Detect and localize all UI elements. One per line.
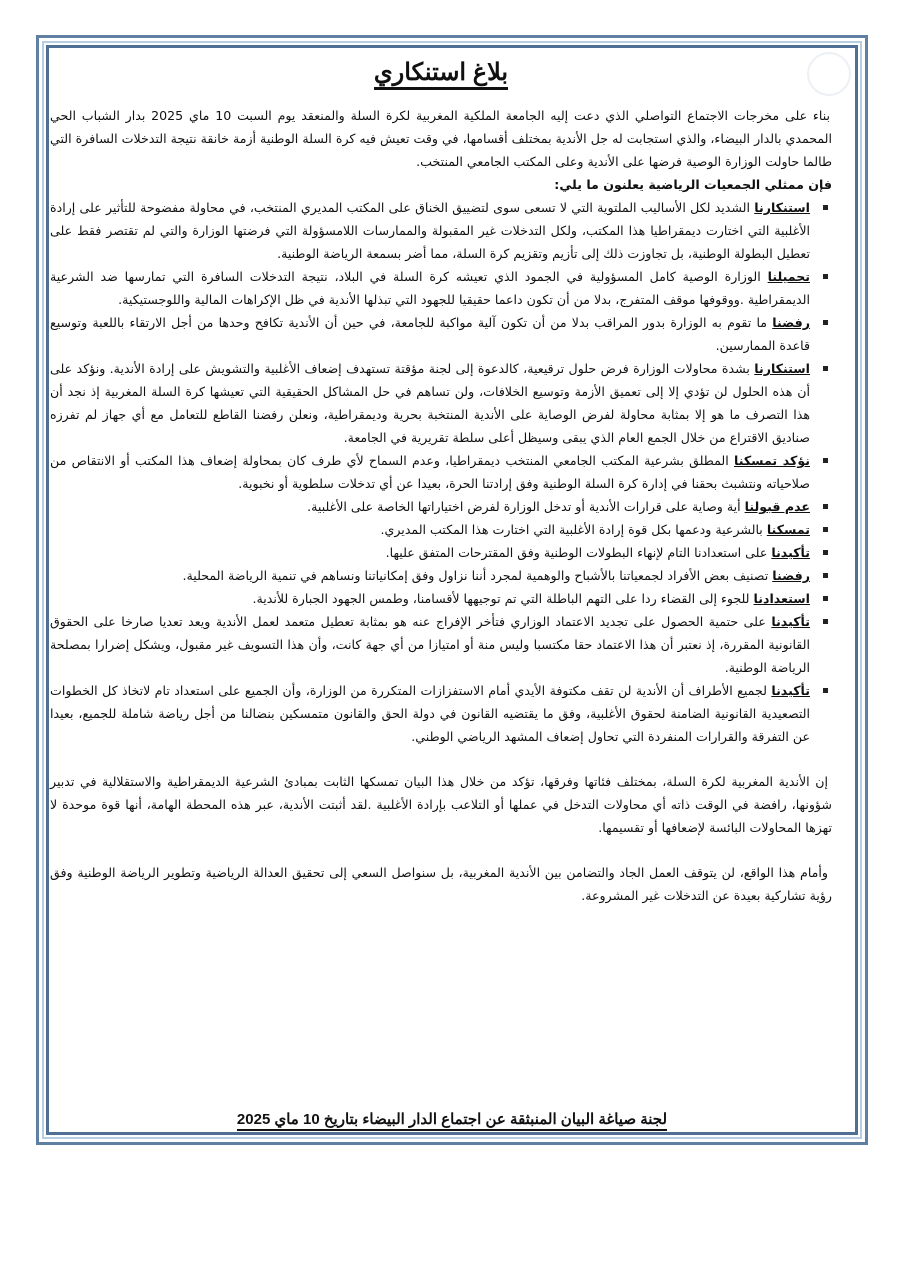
point-keyword: تأكيدنا	[771, 683, 810, 698]
closing-paragraph-2: وأمام هذا الواقع، لن يتوقف العمل الجاد والتضامن بين الأندية المغربية، بل سنواصل السعي إلى تحقيق العدالة الرياضية وتطوير الرياضة الوطنية وفق رؤية تشاركية بعيدة عن التدخلات غير المشروعة.	[50, 865, 832, 903]
list-item	[50, 610, 810, 679]
closing-paragraph-1: إن الأندية المغربية لكرة السلة، بمختلف فئاتها وفرقها، تؤكد من خلال هذا البيان تمسكها الثابت بمبادئ الشرعية الديمقراطية والاستقلالية في تدبير شؤونها، رافضة في الوقت ذاته أي محاولات التدخل في عملها أو التلاعب بإرادة الأغلبية .لقد أثبتت الأندية، عبر هذه المحطة الهامة، أنها قوة موحدة لا تهزها المحاولات البائسة لإضعافها أو تقسيمها.	[50, 774, 832, 835]
point-keyword: تأكيدنا	[771, 614, 810, 629]
list-item	[50, 518, 810, 541]
point-keyword: استعدادنا	[753, 591, 810, 606]
point-text: بالشرعية ودعمها بكل قوة إرادة الأغلبية التي اختارت هذا المكتب المديري.	[380, 522, 767, 537]
point-keyword: استنكارنا	[754, 361, 810, 376]
point-keyword: نؤكد تمسكنا	[733, 453, 810, 468]
point-keyword: رفضنا	[772, 315, 810, 330]
point-text: المطلق بشرعية المكتب الجامعي المنتخب ديمقراطيا، وعدم السماح لأي طرف كان بمحاولة إضعاف هذا المكتب أو الانتقاص من صلاحياته ونتشبث بحقنا في إدارة كرة السلة الوطنية وفق إرادتنا الحرة، بعيدا عن أي تدخلات سلطوية أو نخبوية.	[50, 453, 810, 491]
point-keyword: تحميلنا	[767, 269, 810, 284]
point-text: أية وصاية على قرارات الأندية أو تدخل الوزارة لفرض اختياراتها الخاصة على الأغلبية.	[307, 499, 745, 514]
list-item	[50, 564, 810, 587]
list-item	[50, 265, 810, 311]
signature-line	[0, 1110, 904, 1128]
list-item	[50, 541, 810, 564]
list-item	[50, 196, 810, 265]
point-text: تصنيف بعض الأفراد لجمعياتنا بالأشباح والوهمية لمجرد أننا نزاول وفق إمكانياتنا ونساهم في تنمية الرياضة المحلية.	[182, 568, 773, 583]
document-title-text: بلاغ استنكاري	[374, 59, 508, 90]
document-body	[50, 58, 832, 907]
signature-text: لجنة صياغة البيان المنبثقة عن اجتماع الدار البيضاء بتاريخ 10 ماي 2025	[237, 1111, 667, 1131]
point-text: لجميع الأطراف أن الأندية لن تقف مكتوفة الأيدي أمام الاستفزازات المتكررة من الوزارة، وأن الجميع على استعداد تام لاتخاذ كل الخطوات التصعيدية القانونية الضامنة لحقوق الأغلبية، وفق ما يقتضيه القانون في دولة الحق والقانون متمسكين بنضالنا من أجل رياضة شاملة للجميع، بعيدا عن التفرقة والقرارات المنفردة التي تحاول إضعاف المشهد الرياضي الوطني.	[50, 683, 810, 744]
document-title	[50, 58, 832, 88]
list-item	[50, 357, 810, 449]
point-keyword: تمسكنا	[766, 522, 810, 537]
point-text: على حتمية الحصول على تجديد الاعتماد الوزاري فتأخر الإفراج عنه هو بمثابة تعطيل متعمد لعمل الأندية ويعد تعديا صارخا على الحقوق القانونية المقررة، إذ نعتبر أن هذا الاعتماد حقا مكتسبا وليس منة أو امتيازا من أي جهة كانت، وأن هذا التسويف غير مقبول، ويشكل إضرارا بمصلحة الرياضة الوطنية.	[50, 614, 810, 675]
list-item	[50, 495, 810, 518]
point-keyword: عدم قبولنا	[744, 499, 810, 514]
intro-paragraph: بناء على مخرجات الاجتماع التواصلي الذي دعت إليه الجامعة الملكية المغربية لكرة السلة والمنعقد يوم السبت 10 ماي 2025 بدار الشباب الحي المحمدي بالدار البيضاء، والذي استجابت له جل الأندية بمختلف أقسامها، في وقت تعيش فيه كرة السلة الوطنية أزمة خانقة نتيجة التدخلات السافرة التي طالما حاولت الوزارة الوصية فرضها على الأندية وعلى المكتب الجامعي المنتخب.	[50, 108, 832, 169]
point-keyword: تأكيدنا	[771, 545, 810, 560]
list-item	[50, 449, 810, 495]
point-text: على استعدادنا التام لإنهاء البطولات الوطنية وفق المقترحات المتفق عليها.	[385, 545, 772, 560]
points-list	[50, 196, 832, 748]
point-text: للجوء إلى القضاء ردا على التهم الباطلة التي تم توجيهها لأقسامنا، وطمس الجهود الجبارة للأندية.	[252, 591, 754, 606]
point-text: الوزارة الوصية كامل المسؤولية في الجمود الذي تعيشه كرة السلة في البلاد، نتيجة التدخلات السافرة التي تمارسها ضد الشرعية الديمقراطية .ووقوفها موقف المتفرج، بدلا من أن تكون داعما حقيقيا للجهود التي تبذلها الأندية في ظل الإكراهات المالية واللوجستيكية.	[50, 269, 810, 307]
point-text: بشدة محاولات الوزارة فرض حلول ترقيعية، كالدعوة إلى لجنة مؤقتة تستهدف إضعاف الأغلبية والتشويش على إرادة الأندية. ونؤكد على أن هذه الحلول لن تؤدي إلا إلى تعميق الأزمة وتوسيع الخلافات، ولن تساهم في حل المشاكل الحقيقية التي تعيشها كرة السلة المغربية إذ نجد أن هذا التصرف ما هو إلا بمثابة محاولة لفرض الوصاية على الأندية المنتخبة بحرية وديمقراطية، ونعلن رفضنا القاطع للتعامل مع أي جهاز لم تفرزه صناديق الاقتراع من خلال الجمع العام الذي يبقى وسيظل أعلى سلطة تقريرية في الجامعة.	[50, 361, 810, 445]
point-text: ما تقوم به الوزارة بدور المراقب بدلا من أن تكون آلية مواكبة للجامعة، في حين أن الأندية تكافح وحدها من أجل الارتقاء باللعبة وتوسيع قاعدة الممارسين.	[50, 315, 810, 353]
lead-statement: فإن ممثلي الجمعيات الرياضية يعلنون ما يلي:	[554, 177, 832, 192]
point-keyword: رفضنا	[772, 568, 810, 583]
list-item	[50, 311, 810, 357]
point-keyword: استنكارنا	[754, 200, 810, 215]
list-item	[50, 587, 810, 610]
list-item	[50, 679, 810, 748]
point-text: الشديد لكل الأساليب الملتوية التي لا تسعى سوى لتضييق الخناق على المكتب المديري المنتخب، في محاولة مفضوحة للتأثير على إرادة الأغلبية التي اختارت ديمقراطيا هذا المكتب، ولكل التدخلات غير المقبولة والممارسات اللامسؤولة التي فرضتها الوزارة والتي لم تقتصر فقط على تعطيل البطولة الوطنية، بل تجاوزت ذلك إلى تأزيم وتقزيم كرة السلة، مما أضر بسمعة الرياضة الوطنية.	[50, 200, 810, 261]
